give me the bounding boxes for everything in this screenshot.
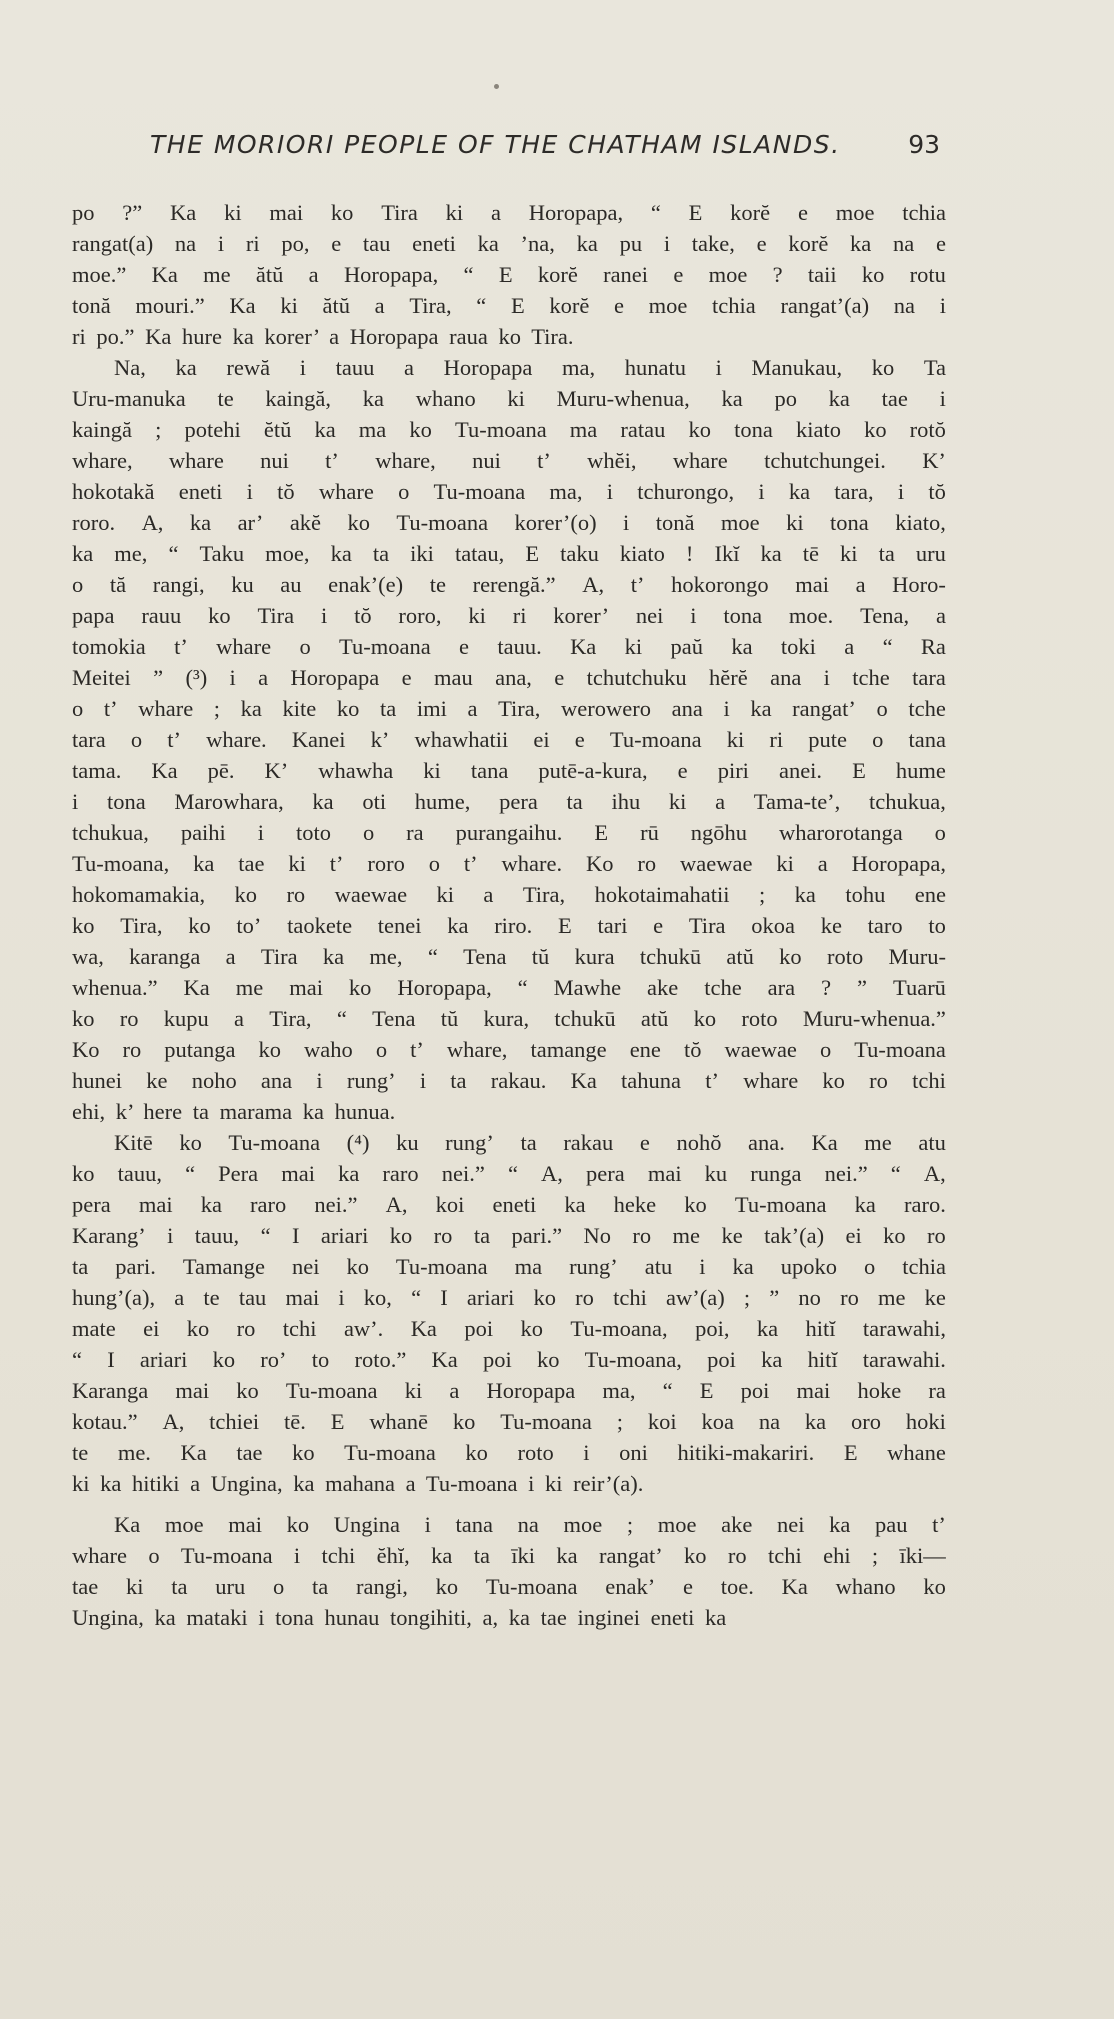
text-line: tama. Ka pē. K’ whawha ki tana putē-a-kura, e piri anei. E hume	[72, 758, 946, 783]
text-line: whare o Tu-moana i tchi ĕhĭ, ka ta īki ka rangat’ ko ro tchi ehi ; īki—	[72, 1543, 946, 1568]
text-line: Na, ka rewă i tauu a Horopapa ma, hunatu i Manukau, ko Ta	[114, 355, 946, 380]
text-line: tonă mouri.” Ka ki ătŭ a Tira, “ E korĕ e moe tchia rangat’(a) na i	[72, 293, 946, 318]
text-line: wa, karanga a Tira ka me, “ Tena tŭ kura tchukū atŭ ko roto Muru-	[72, 944, 946, 969]
running-header	[150, 130, 940, 170]
text-line: kaingă ; potehi ĕtŭ ka ma ko Tu-moana ma ratau ko tona kiato ko rotŏ	[72, 417, 946, 442]
text-line: o t’ whare ; ka kite ko ta imi a Tira, werowero ana i ka rangat’ o tche	[72, 696, 946, 721]
text-line: kotau.” A, tchiei tē. E whanē ko Tu-moana ; koi koa na ka oro hoki	[72, 1409, 946, 1434]
text-line: moe.” Ka me ătŭ a Horopapa, “ E korĕ ranei e moe ? taii ko rotu	[72, 262, 946, 287]
text-line: hokomamakia, ko ro waewae ki a Tira, hokotaimahatii ; ka tohu ene	[72, 882, 946, 907]
text-line: “ I ariari ko ro’ to roto.” Ka poi ko Tu-moana, poi ka hitĭ tarawahi.	[72, 1347, 946, 1372]
text-line: te me. Ka tae ko Tu-moana ko roto i oni hitiki-makariri. E whane	[72, 1440, 946, 1465]
text-line: tae ki ta uru o ta rangi, ko Tu-moana enak’ e toe. Ka whano ko	[72, 1574, 946, 1599]
text-line: Tu-moana, ka tae ki t’ roro o t’ whare. Ko ro waewae ki a Horopapa,	[72, 851, 946, 876]
paragraph	[72, 1127, 946, 1499]
text-line: Karanga mai ko Tu-moana ki a Horopapa ma, “ E poi mai hoke ra	[72, 1378, 946, 1403]
text-line: ko ro kupu a Tira, “ Tena tŭ kura, tchukū atŭ ko roto Muru-whenua.”	[72, 1006, 946, 1031]
ink-fleck	[494, 84, 499, 89]
text-line: mate ei ko ro tchi aw’. Ka poi ko Tu-moana, poi, ka hitĭ tarawahi,	[72, 1316, 946, 1341]
running-title: THE MORIORI PEOPLE OF THE CHATHAM ISLANDS.	[150, 130, 841, 159]
text-line: ka me, “ Taku moe, ka ta iki tatau, E taku kiato ! Ikĭ ka tē ki ta uru	[72, 541, 946, 566]
text-line: o tă rangi, ku au enak’(e) te rerengă.” A, t’ hokorongo mai a Horo-	[72, 572, 946, 597]
text-line: hunei ke noho ana i rung’ i ta rakau. Ka tahuna t’ whare ko ro tchi	[72, 1068, 946, 1093]
paragraph	[72, 1509, 946, 1633]
text-line: whenua.” Ka me mai ko Horopapa, “ Mawhe ake tche ara ? ” Tuarū	[72, 975, 946, 1000]
text-line: ehi, k’ here ta marama ka hunua.	[72, 1099, 396, 1124]
text-line: tomokia t’ whare o Tu-moana e tauu. Ka ki paŭ ka toki a “ Ra	[72, 634, 946, 659]
text-line: hokotakă eneti i tŏ whare o Tu-moana ma, i tchurongo, i ka tara, i tŏ	[72, 479, 946, 504]
text-line: ki ka hitiki a Ungina, ka mahana a Tu-moana i ki reir’(a).	[72, 1471, 644, 1496]
text-line: pera mai ka raro nei.” A, koi eneti ka heke ko Tu-moana ka raro.	[72, 1192, 946, 1217]
text-line: papa rauu ko Tira i tŏ roro, ki ri korer’ nei i tona moe. Tena, a	[72, 603, 946, 628]
text-line: ko Tira, ko to’ taokete tenei ka riro. E tari e Tira okoa ke taro to	[72, 913, 946, 938]
paragraph	[72, 352, 946, 1127]
text-line: Ko ro putanga ko waho o t’ whare, tamange ene tŏ waewae o Tu-moana	[72, 1037, 946, 1062]
text-line: Meitei ” (³) i a Horopapa e mau ana, e tchutchuku hĕrĕ ana i tche tara	[72, 665, 946, 690]
text-line: ri po.” Ka hure ka korer’ a Horopapa raua ko Tira.	[72, 324, 574, 349]
text-line: i tona Marowhara, ka oti hume, pera ta ihu ki a Tama-te’, tchukua,	[72, 789, 946, 814]
text-line: Ungina, ka mataki i tona hunau tongihiti, a, ka tae inginei eneti ka	[72, 1605, 727, 1630]
text-line: ta pari. Tamange nei ko Tu-moana ma rung’ atu i ka upoko o tchia	[72, 1254, 946, 1279]
text-line: Uru-manuka te kaingă, ka whano ki Muru-whenua, ka po ka tae i	[72, 386, 946, 411]
text-line: tchukua, paihi i toto o ra purangaihu. E rū ngōhu wharorotanga o	[72, 820, 946, 845]
body-text	[72, 197, 946, 1633]
text-line: whare, whare nui t’ whare, nui t’ whĕi, whare tchutchungei. K’	[72, 448, 946, 473]
paragraph	[72, 197, 946, 352]
text-line: Kitē ko Tu-moana (⁴) ku rung’ ta rakau e nohŏ ana. Ka me atu	[114, 1130, 946, 1155]
text-line: po ?” Ka ki mai ko Tira ki a Horopapa, “ E korĕ e moe tchia	[72, 200, 946, 225]
page-number: 93	[908, 130, 940, 159]
text-line: Karang’ i tauu, “ I ariari ko ro ta pari.” No ro me ke tak’(a) ei ko ro	[72, 1223, 946, 1248]
text-line: tara o t’ whare. Kanei k’ whawhatii ei e Tu-moana ki ri pute o tana	[72, 727, 946, 752]
text-line: rangat(a) na i ri po, e tau eneti ka ’na, ka pu i take, e korĕ ka na e	[72, 231, 946, 256]
paragraph-gap	[72, 1499, 946, 1509]
text-line: Ka moe mai ko Ungina i tana na moe ; moe ake nei ka pau t’	[114, 1512, 946, 1537]
text-line: hung’(a), a te tau mai i ko, “ I ariari ko ro tchi aw’(a) ; ” no ro me ke	[72, 1285, 946, 1310]
text-line: ko tauu, “ Pera mai ka raro nei.” “ A, pera mai ku runga nei.” “ A,	[72, 1161, 946, 1186]
text-line: roro. A, ka ar’ akĕ ko Tu-moana korer’(o) i tonă moe ki tona kiato,	[72, 510, 946, 535]
